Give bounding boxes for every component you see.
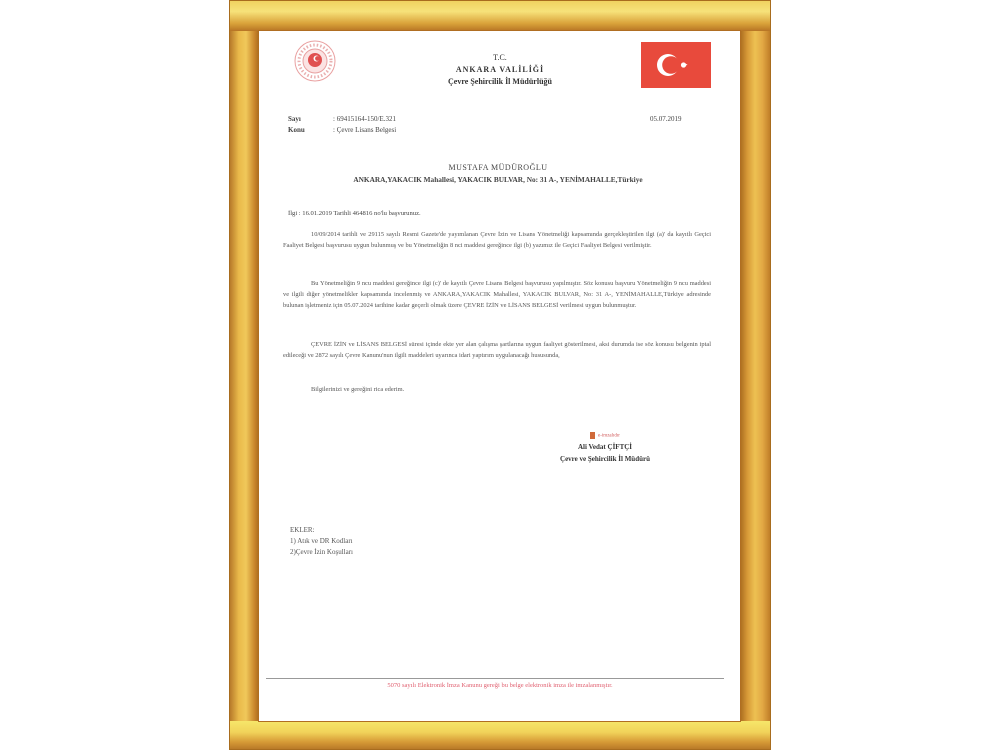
e-signature-label: e-imzalıdır — [598, 433, 620, 439]
header-directorate: Çevre Şehircilik İl Müdürlüğü — [448, 77, 552, 86]
ministry-emblem-icon — [294, 40, 336, 82]
header-tc: T.C. — [493, 53, 507, 62]
attachment-item: 1) Atık ve DR Kodları — [290, 537, 353, 545]
attachments-label: EKLER: — [290, 526, 315, 534]
document-date: 05.07.2019 — [650, 115, 682, 123]
header-governorship: ANKARA VALİLİĞİ — [455, 65, 545, 74]
attachment-item: 2)Çevre İzin Koşulları — [290, 548, 353, 556]
konu-label: Konu — [288, 126, 305, 134]
e-signature-mark — [520, 432, 690, 439]
closing-line: Bilgilerinizi ve gereğini rica ederim. — [311, 386, 405, 393]
document-page — [258, 30, 741, 722]
paragraph-1: 10/09/2014 tarihli ve 29115 sayılı Resmi Gazete'de yayımlanan Çevre İzin ve Lisans Yönetmeliği kapsamında gerçekleştirilen ilgi (a)' da kayıtlı Geçici Faaliyet Belgesi başvurusu uygun bulunmuş ve bu Yönetmeliğin 8 nci maddesi gereğince ilgi (b) yazımız ile Geçici Faaliyet Belgesi verilmiştir. — [283, 231, 711, 249]
reference-line: İlgi : 16.01.2019 Tarihli 464816 no'lu başvurunuz. — [288, 210, 421, 217]
paragraph-3: ÇEVRE İZİN ve LİSANS BELGESİ süresi içinde ekte yer alan çalışma şartlarına uygun faaliyet gösterilmesi, aksi durumda ise söz konusu belgenin iptal edileceği ve 2872 sayılı Çevre Kanunu'nun ilgili maddeleri uyarınca idari yaptırım uygulanacağı hususunda, — [283, 341, 711, 359]
recipient-address: ANKARA,YAKACIK Mahallesi, YAKACIK BULVAR, No: 31 A-, YENİMAHALLE,Türkiye — [353, 175, 643, 184]
footer-divider — [266, 678, 724, 679]
frame-bottom-edge — [230, 721, 770, 749]
signatory-name: Ali Vedat ÇİFTÇİ — [577, 443, 633, 451]
recipient-name: MUSTAFA MÜDÜROĞLU — [448, 163, 548, 172]
sayi-value: : 69415164-150/E.321 — [333, 115, 396, 123]
sayi-label: Sayı — [288, 115, 301, 123]
frame-left-edge — [230, 1, 259, 749]
e-signature-icon — [590, 432, 595, 439]
signatory-title: Çevre ve Şehircilik İl Müdürü — [560, 455, 650, 463]
turkish-flag-icon — [641, 42, 711, 88]
frame-right-edge — [740, 1, 770, 749]
konu-value: : Çevre Lisans Belgesi — [333, 126, 397, 134]
frame-top-edge — [230, 1, 770, 31]
e-signature-footer-note: 5070 sayılı Elektronik İmza Kanunu gereği bu belge elektronik imza ile imzalanmıştır. — [387, 682, 613, 689]
paragraph-2: Bu Yönetmeliğin 9 ncu maddesi gereğince ilgi (c)' de kayıtlı Çevre Lisans Belgesi başvurusu yapılmıştır. Söz konusu başvuru Yönetmeliğin 9 ncu maddesi ve ilgili diğer yönetmelikler kapsamında incelenmiş ve ANKARA,YAKACIK Mahallesi, YAKACIK BULVAR, No: 31 A-, YENİMAHALLE,Türkiye adresinde bulunan işletmeniz için 05.07.2024 tarihine kadar geçerli olmak üzere ÇEVRE İZİN ve LİSANS BELGESİ verilmesi uygun bulunmuştur. — [283, 280, 711, 309]
